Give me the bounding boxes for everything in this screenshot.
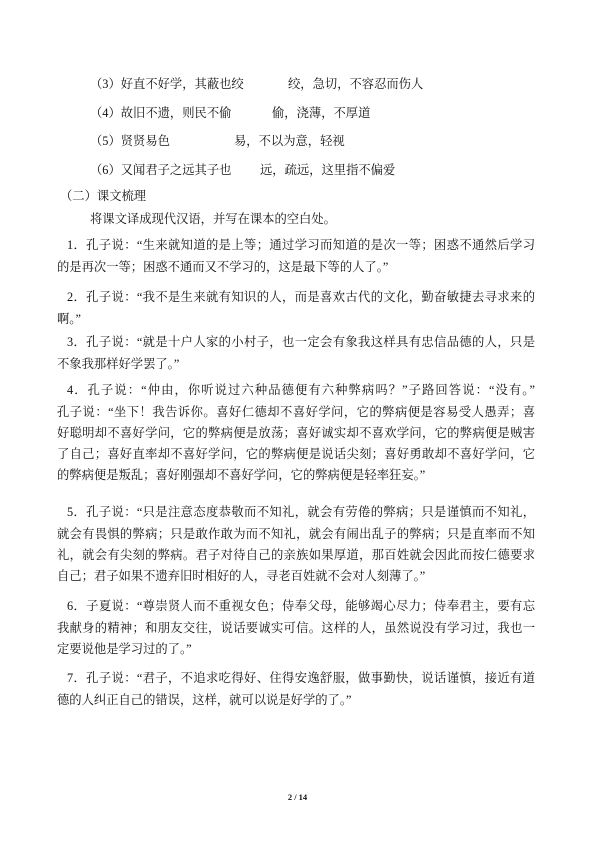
paragraph-line: 啊。”: [57, 311, 81, 326]
glossary-definition: 易，不以为意，轻视: [234, 134, 345, 148]
paragraph-line: 3．孔子说：“就是十户人家的小村子，也一定会有象我这样具有忠信品德的人，只是: [67, 335, 535, 350]
glossary-item: [90, 127, 550, 156]
paragraph-4: [57, 380, 535, 486]
section-instruction: 将课文译成现代汉语，并写在课本的空白处。: [90, 212, 336, 226]
glossary-item: [90, 70, 550, 99]
paragraph-line: 5．孔子说：“只是注意态度恭敬而不知礼，就会有劳倦的弊病；只是谨慎而不知礼，: [67, 505, 535, 520]
paragraph-line: 2．孔子说：“我不是生来就有知识的人，而是喜欢古代的文化，勤奋敏捷去寻求来的: [67, 290, 535, 305]
paragraph-line: 定要说他是学习过的了。”: [57, 641, 192, 656]
glossary-definition: 偷，浇薄，不厚道: [272, 105, 371, 120]
page-number: 2 / 14: [287, 792, 308, 802]
paragraph-6: [57, 596, 535, 660]
paragraph-7: [57, 668, 535, 711]
paragraph-5: [57, 502, 535, 587]
paragraph-line: 的弊病便是叛乱；喜好刚强却不喜好学问，它的弊病便是轻率狂妄。”: [57, 468, 426, 483]
section-heading: （二）课文梳理: [60, 189, 147, 203]
paragraph-line: 好聪明却不喜好学问，它的弊病便是放荡；喜好诚实却不喜欢学问，它的弊病便是贼害: [57, 425, 535, 440]
paragraph-line: 不象我那样好学罢了。”: [57, 356, 180, 371]
glossary-term: （4）故旧不遗，则民不偷: [90, 105, 232, 120]
paragraph-line: 孔子说：“坐下！我告诉你。喜好仁德却不喜好学问，它的弊病便是容易受人愚弄；喜: [57, 404, 535, 419]
paragraph-line: 就会有畏惧的弊病；只是敢作敢为而不知礼，就会有闹出乱子的弊病；只是直率而不知: [57, 526, 535, 541]
glossary-definition: 绞，急切，不容忍而伤人: [288, 77, 424, 91]
paragraph-line: 自己；君子如果不遗弃旧时相好的人，寻老百姓就不会对人刻薄了。”: [57, 569, 426, 584]
glossary-definition: 远，疏远，这里指不偏爱: [260, 162, 396, 177]
paragraph-line: 的是再次一等；困惑不通而又不学习的，这是最下等的人了。”: [57, 259, 389, 274]
paragraph-line: 4．孔子说：“仲由，你听说过六种品德便有六种弊病吗？”子路回答说：“没有。”: [67, 383, 535, 398]
glossary-item: [90, 156, 550, 185]
paragraph-line: 我献身的精神；和朋友交往，说话要诚实可信。这样的人，虽然说没有学习过，我也一: [57, 620, 535, 635]
glossary-list: [90, 70, 550, 184]
paragraph-2: [57, 287, 535, 330]
paragraph-3: [57, 332, 535, 375]
glossary-term: （3）好直不好学，其蔽也绞: [90, 77, 244, 91]
glossary-term: （6）又闻君子之远其子也: [90, 162, 232, 177]
paragraph-line: 了自己；喜好直率却不喜好学问，它的弊病便是说话尖刻；喜好勇敢却不喜好学问，它: [57, 447, 535, 462]
paragraph-line: 1．孔子说：“生来就知道的是上等；通过学习而知道的是次一等；困惑不通然后学习: [67, 238, 535, 253]
paragraph-line: 礼，就会有尖刻的弊病。君子对待自己的亲族如果厚道，那百姓就会因此而按仁德要求: [57, 547, 535, 562]
paragraph-line: 德的人纠正自己的错误，这样，就可以说是好学的了。”: [57, 692, 352, 707]
glossary-term: （5）贤贤易色: [90, 134, 170, 148]
paragraph-line: 7．孔子说：“君子，不追求吃得好、住得安逸舒服，做事勤快，说话谨慎，接近有道: [67, 671, 535, 686]
glossary-item: [90, 99, 550, 128]
paragraph-line: 6．子夏说：“尊崇贤人而不重视女色；侍奉父母，能够竭心尽力；侍奉君主，要有忘: [67, 599, 535, 614]
paragraph-1: [57, 235, 535, 278]
